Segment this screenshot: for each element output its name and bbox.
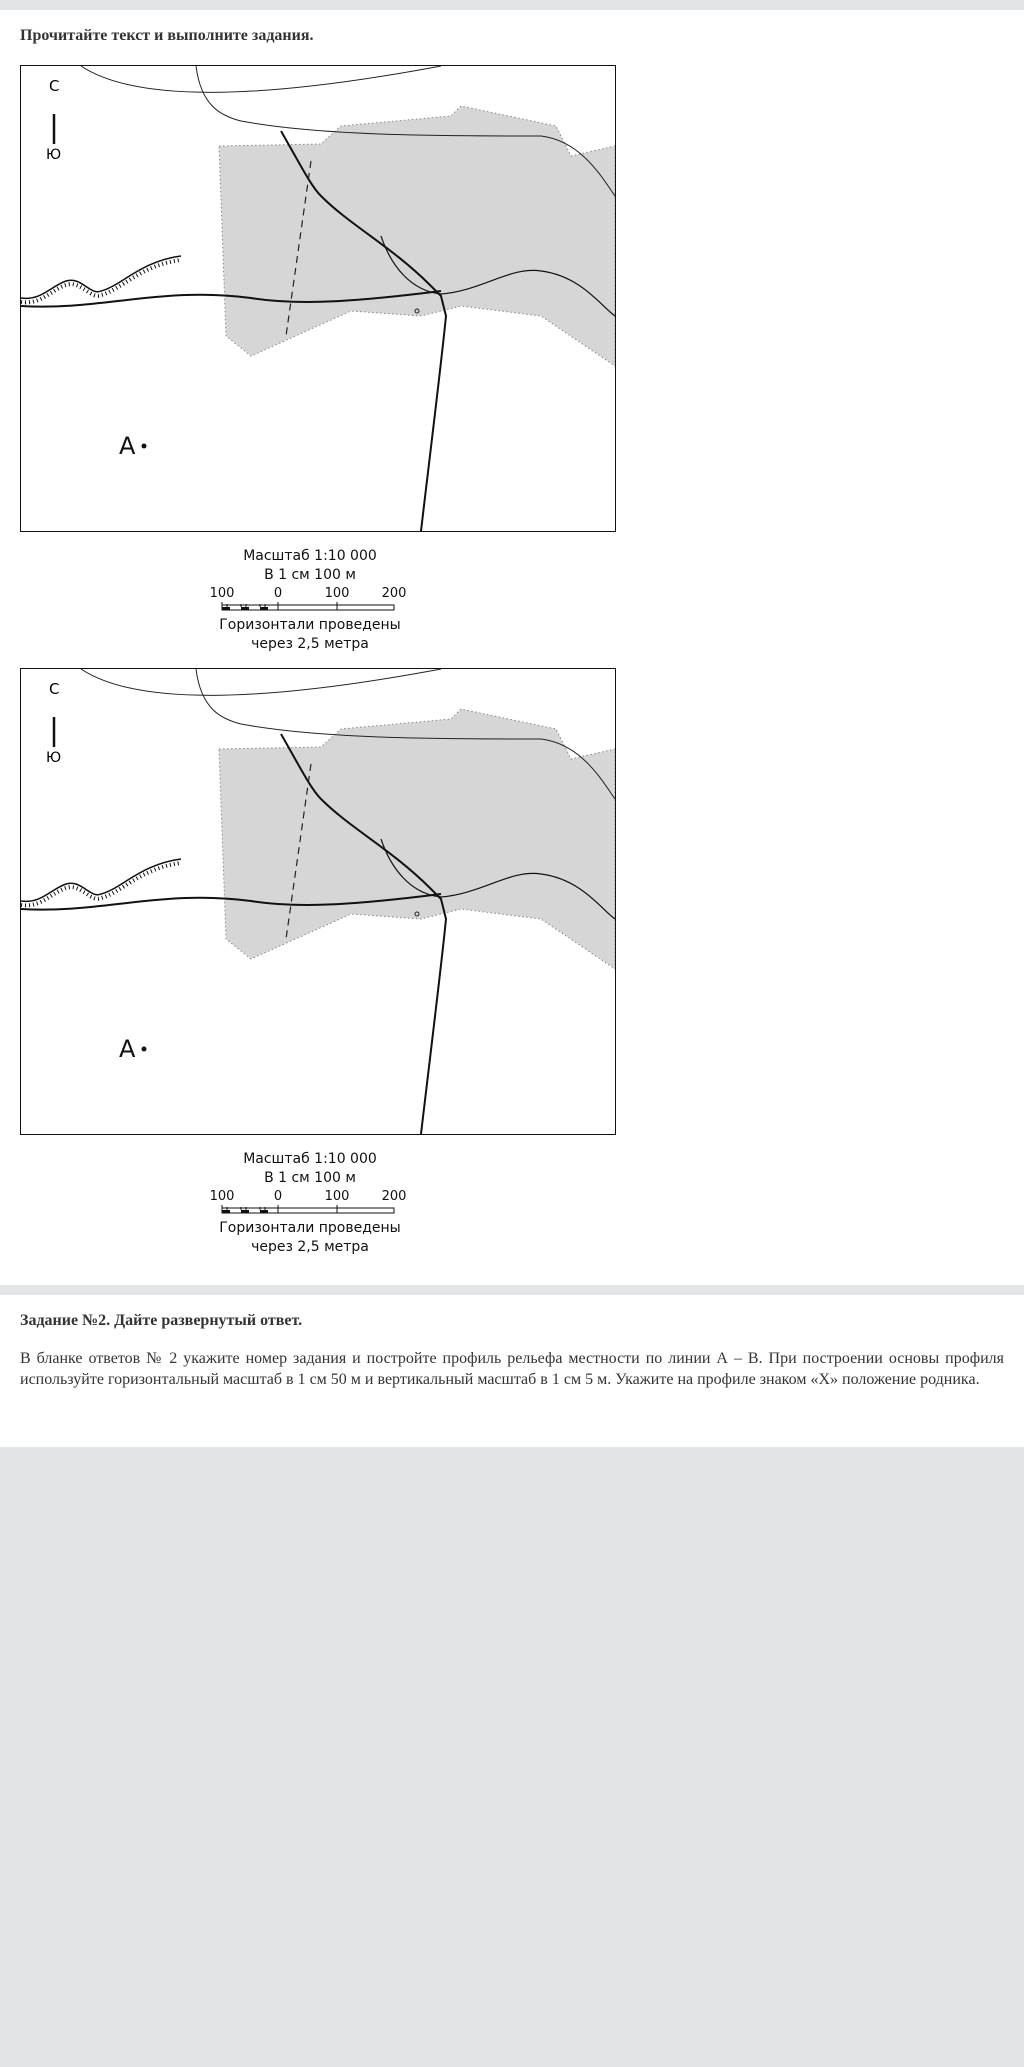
scale-bar-graphic <box>210 602 410 614</box>
scale-tick-label: 100 <box>324 586 350 601</box>
intro-text: Прочитайте текст и выполните задания. <box>20 27 314 44</box>
scale-title: Масштаб 1:10 000 <box>243 1151 377 1167</box>
scale-tick-label: 0 <box>273 1189 283 1204</box>
scale-tick-label: 100 <box>209 586 235 601</box>
point-a-marker <box>142 1047 147 1052</box>
scale-bar-graphic <box>210 1205 410 1217</box>
contour-lines <box>81 66 441 92</box>
point-a-label: A <box>119 432 136 460</box>
task-card-2 <box>0 1295 1024 1447</box>
north-label: С <box>49 680 60 698</box>
map-legend-copy <box>210 1150 410 1257</box>
scale-text: В 1 см 100 м <box>264 1170 356 1186</box>
north-label: С <box>49 77 60 95</box>
scale-tick-label: 0 <box>273 586 283 601</box>
contour-lines <box>81 669 441 695</box>
forest-areas <box>219 709 615 969</box>
contour-interval-line1: Горизонтали проведены <box>219 1220 401 1236</box>
scale-tick-label: 100 <box>209 1189 235 1204</box>
contour-interval-line1: Горизонтали проведены <box>219 617 401 633</box>
scale-tick-label: 200 <box>381 1189 407 1204</box>
contour-interval-line2: через 2,5 метра <box>251 1239 369 1255</box>
point-a-marker <box>142 444 147 449</box>
south-label: Ю <box>46 750 62 766</box>
scale-bar <box>210 1189 410 1219</box>
task-title: Задание №2. Дайте развернутый ответ. <box>20 1312 303 1329</box>
south-label: Ю <box>46 147 62 163</box>
point-a-label: A <box>119 1035 136 1063</box>
scale-title: Масштаб 1:10 000 <box>243 548 377 564</box>
task-card-1 <box>0 10 1024 1285</box>
scale-bar <box>210 586 410 616</box>
map-legend <box>210 547 410 654</box>
topographic-map-copy <box>20 668 616 1135</box>
ravines <box>21 859 181 901</box>
forest-areas <box>219 106 615 366</box>
scale-tick-label: 200 <box>381 586 407 601</box>
contour-interval-line2: через 2,5 метра <box>251 636 369 652</box>
task-description: В бланке ответов № 2 укажите номер задания и постройте профиль рельефа местности по линии А – В. При построении основы профиля используйте горизонтальный масштаб в 1 см 50 м и вертикальный масштаб в 1 см 5 м. Укажите на профиле знаком «Х» положение родника. <box>20 1350 1004 1388</box>
scale-tick-label: 100 <box>324 1189 350 1204</box>
topographic-map <box>20 65 616 532</box>
ravines <box>21 256 181 298</box>
scale-text: В 1 см 100 м <box>264 567 356 583</box>
